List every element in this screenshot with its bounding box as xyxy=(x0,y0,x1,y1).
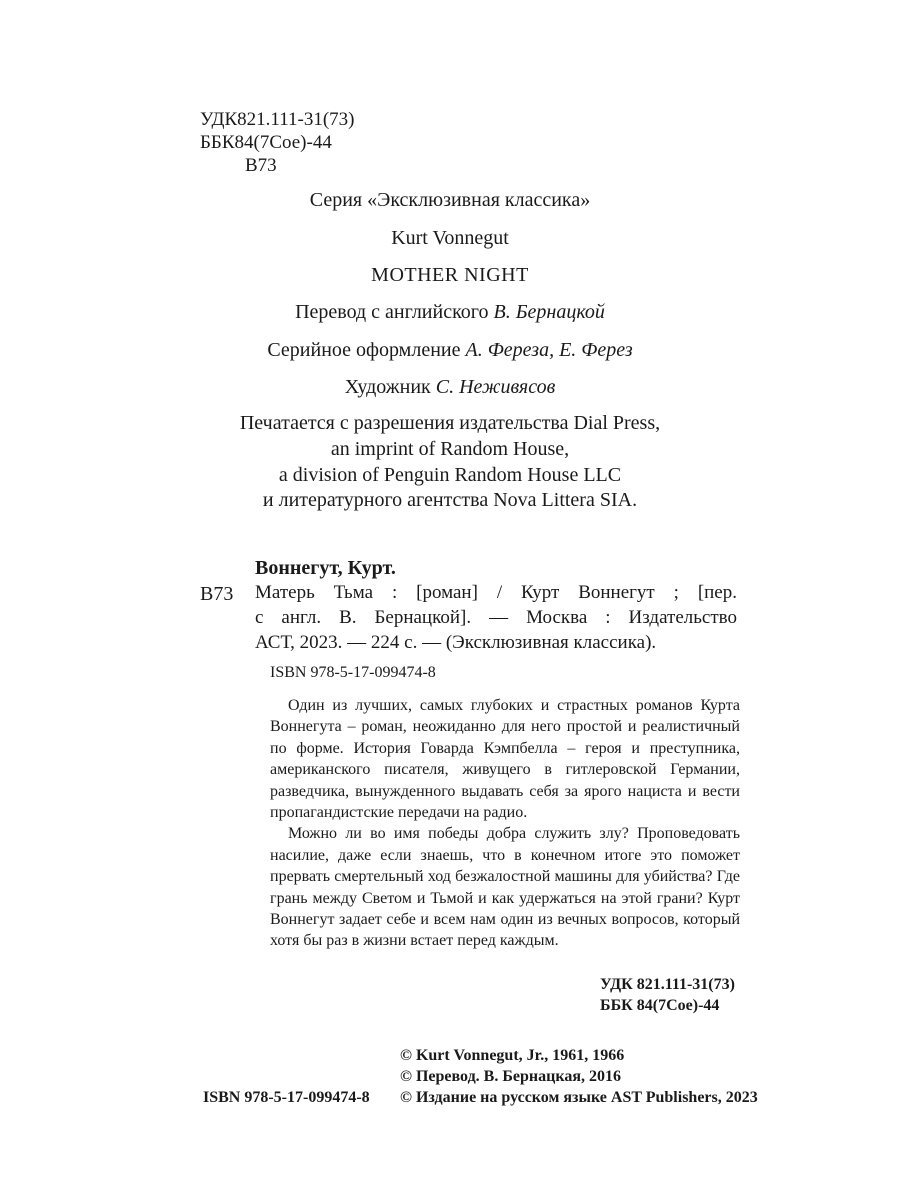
biblio-heading: Воннегут, Курт. xyxy=(255,557,396,579)
permission-line-4: и литературного агентства Nova Littera SIA. xyxy=(262,489,638,511)
annotation-paragraph-2: Можно ли во имя победы добра служить злу? Проповедовать насилие, даже если знаешь, что в конечном итоге это поможет прервать смертельный ход безжалостной машины для убийства? Где грань между Светом и Тьмой и как удержаться на этой грани? Курт Воннегут задает себе и всем нам один из вечных вопросов, который хотя бы раз в жизни встает перед каждым. xyxy=(270,825,740,950)
biblio-mark: В73 xyxy=(200,583,234,605)
copyright-line-1: © Kurt Vonnegut, Jr., 1961, 1966 xyxy=(400,1047,625,1064)
author-mark: В73 xyxy=(245,155,277,176)
designer-names: А. Фереза, Е. Ферез xyxy=(465,339,633,361)
index-udk: УДК 821.111-31(73) xyxy=(600,976,735,993)
original-title: MOTHER NIGHT xyxy=(371,264,529,286)
translation-credit xyxy=(0,300,900,324)
copyright-isbn: ISBN 978-5-17-099474-8 xyxy=(203,1089,370,1106)
design-prefix: Серийное оформление xyxy=(267,339,466,361)
index-bbk: ББК 84(7Сое)-44 xyxy=(600,997,720,1014)
biblio-line-2: с англ. В. Бернацкой]. — Москва : Издательство xyxy=(255,607,737,628)
translator-name: В. Бернацкой xyxy=(493,301,605,323)
annotation xyxy=(270,695,740,952)
artist-credit xyxy=(0,375,900,399)
copyright-line-3: © Издание на русском языке AST Publishers, 2023 xyxy=(400,1089,758,1106)
artist-prefix: Художник xyxy=(344,376,436,398)
annotation-paragraph-1: Один из лучших, самых глубоких и страстных романов Курта Воннегута – роман, неожиданно для него простой и реалистичный по форме. История Говарда Кэмпбелла – героя и преступника, американского писателя, живущего в гитлеровской Германии, разведчика, вынужденного выдавать себя за ярого нациста и вести пропагандистские передачи на радио. xyxy=(270,697,740,822)
permission-line-3: a division of Penguin Random House LLC xyxy=(278,464,622,486)
design-credit xyxy=(0,338,900,362)
biblio-record xyxy=(255,580,737,655)
translation-prefix: Перевод с английского xyxy=(295,301,494,323)
original-author: Kurt Vonnegut xyxy=(391,227,509,249)
artist-name: С. Неживясов xyxy=(435,376,556,398)
permission-line-1: Печатается с разрешения издательства Dial Press, xyxy=(239,412,661,434)
bbk-code: ББК84(7Сое)-44 xyxy=(200,132,332,153)
biblio-isbn: ISBN 978-5-17-099474-8 xyxy=(270,664,436,681)
biblio-line-3: АСТ, 2023. — 224 с. — (Эксклюзивная классика). xyxy=(255,632,657,653)
udk-code: УДК821.111-31(73) xyxy=(200,109,355,130)
copyright-line-2: © Перевод. В. Бернацкая, 2016 xyxy=(400,1068,621,1085)
permission-line-2: an imprint of Random House, xyxy=(330,438,570,460)
series-name: Серия «Эксклюзивная классика» xyxy=(309,189,591,211)
biblio-line-1: Матерь Тьма : [роман] / Курт Воннегут ; [пер. xyxy=(255,582,737,603)
